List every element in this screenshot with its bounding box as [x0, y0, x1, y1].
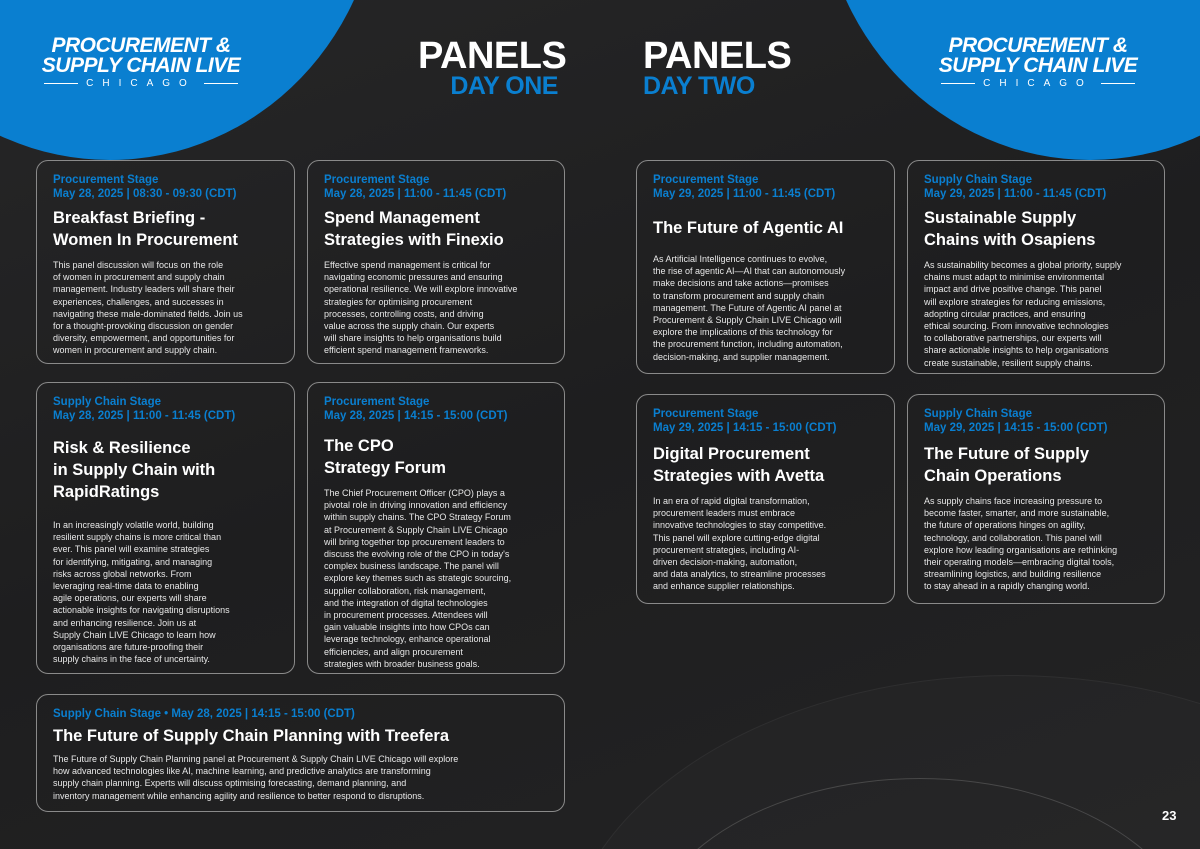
- panel-date: May 29, 2025 | 14:15 - 15:00 (CDT): [924, 422, 1108, 434]
- panel-date: May 29, 2025 | 14:15 - 15:00 (CDT): [653, 422, 837, 434]
- logo-line-2: SUPPLY CHAIN LIVE: [938, 54, 1138, 77]
- panel-date: May 28, 2025 | 14:15 - 15:00 (CDT): [324, 410, 508, 422]
- panel-title: The Future of Supply Chain Planning with Treefera: [53, 727, 450, 745]
- logo-line-1: PROCUREMENT &: [51, 34, 231, 57]
- heading-subtitle: DAY ONE: [450, 72, 558, 100]
- panel-stage: Procurement Stage: [324, 174, 430, 186]
- heading-day-one: [418, 35, 567, 100]
- panel-stage: Supply Chain Stage: [924, 408, 1032, 420]
- logo-line-1: PROCUREMENT &: [948, 34, 1128, 57]
- panel-description: Effective spend management is critical for navigating economic pressures and ensuring operational resilience. We will explore innovative strategies for optimising procurement processes, controlling costs, and driving value across the supply chain. Our experts will share insights to help organisations build efficient spend management frameworks.: [324, 260, 518, 356]
- panel-title: Digital Procurement Strategies with Avetta: [653, 445, 825, 485]
- panel-stage: Supply Chain Stage: [924, 174, 1032, 186]
- panel-date: May 29, 2025 | 11:00 - 11:45 (CDT): [924, 188, 1107, 200]
- panel-title: The Future of Agentic AI: [653, 219, 844, 237]
- panel-stage: Procurement Stage: [653, 174, 759, 186]
- heading-day-two: [643, 35, 792, 100]
- panel-title: Breakfast Briefing - Women In Procurement: [53, 209, 238, 249]
- panel-description: In an increasingly volatile world, building resilient supply chains is more critical than ever. This panel will examine strategies for identifying, mitigating, and managing risks across global networks. From leveraging real-time data to enabling agile operations, our experts will share actionable insights for navigating disruptions and enhancing resilience. Join us at Supply Chain LIVE Chicago to learn how organisations are future-proofing their supply chains in the face of uncertainty.: [53, 520, 230, 665]
- panel-date: May 28, 2025 | 08:30 - 09:30 (CDT): [53, 188, 237, 200]
- panel-card: [36, 382, 295, 674]
- panel-date: May 28, 2025 | 11:00 - 11:45 (CDT): [324, 188, 507, 200]
- panel-title: Spend Management Strategies with Finexio: [324, 209, 504, 249]
- panel-description: The Chief Procurement Officer (CPO) plays a pivotal role in driving innovation and efficiency within supply chains. The CPO Strategy Forum at Procurement & Supply Chain LIVE Chicago will bring together top procurement leaders to discuss the evolving role of the CPO in today's complex business landscape. The panel will explore key themes such as strategic sourcing, supplier collaboration, risk management, and the integration of digital technologies in procurement processes. Attendees will gain valuable insights into how CPOs can leverage technology, enhance operational efficiencies, and align procurement strategies with broader business goals.: [324, 488, 512, 669]
- logo-city: CHICAGO: [86, 78, 196, 89]
- panel-title: Sustainable Supply Chains with Osapiens: [924, 209, 1096, 249]
- panel-title: The Future of Supply Chain Operations: [924, 445, 1089, 485]
- panel-card: [636, 160, 895, 374]
- panel-stage-date: Supply Chain Stage • May 28, 2025 | 14:15 - 15:00 (CDT): [53, 708, 355, 720]
- panel-card: [907, 394, 1165, 604]
- panel-date: May 29, 2025 | 11:00 - 11:45 (CDT): [653, 188, 836, 200]
- panel-description: In an era of rapid digital transformation, procurement leaders must embrace innovative technologies to stay competitive. This panel will explore cutting-edge digital procurement strategies, including AI- driven decision-making, automation, and data analytics, to streamline processes and enhance supplier relationships.: [653, 496, 827, 592]
- page-number: 23: [1162, 808, 1177, 823]
- panel-description: As sustainability becomes a global priority, supply chains must adapt to minimise environmental impact and drive positive change. This panel will explore strategies for reducing emissions, adopting circular practices, and ensuring ethical sourcing. From innovative technologies to collaborative partnerships, our experts will share actionable insights to help organisations create sustainable, resilient supply chains.: [924, 260, 1122, 368]
- heading-title: PANELS: [418, 35, 567, 77]
- logo-city: CHICAGO: [983, 78, 1093, 89]
- heading-title: PANELS: [643, 35, 792, 77]
- event-logo-left: [26, 36, 256, 89]
- panel-description: This panel discussion will focus on the role of women in procurement and supply chain management. Industry leaders will share their experiences, challenges, and successes in navigating these male-dominated fields. Join us for a thought-provoking discussion on gender diversity, empowerment, and opportunities for women in procurement and supply chain.: [53, 260, 243, 356]
- panel-stage: Procurement Stage: [324, 396, 430, 408]
- panel-card: [307, 382, 565, 674]
- panel-description: As supply chains face increasing pressure to become faster, smarter, and more sustainable, the future of operations hinges on agility, technology, and collaboration. This panel will explore how leading organisations are rethinking their operating models—embracing digital tools, streamlining logistics, and building resilience to stay ahead in a rapidly changing world.: [924, 496, 1118, 592]
- logo-line-2: SUPPLY CHAIN LIVE: [41, 54, 241, 77]
- panel-card: [907, 160, 1165, 374]
- panel-card: [307, 160, 565, 364]
- panel-stage: Procurement Stage: [653, 408, 759, 420]
- panel-stage: Procurement Stage: [53, 174, 159, 186]
- panel-card-wide: [36, 694, 565, 812]
- panel-description: The Future of Supply Chain Planning panel at Procurement & Supply Chain LIVE Chicago will explore how advanced technologies like AI, machine learning, and predictive analytics are transforming supply chain planning. Experts will discuss optimising forecasting, demand planning, and inventory management while enhancing agility and resilience to better respond to disruptions.: [53, 754, 459, 801]
- panel-title: The CPO Strategy Forum: [324, 437, 446, 477]
- panel-title: Risk & Resilience in Supply Chain with RapidRatings: [53, 439, 216, 501]
- heading-subtitle: DAY TWO: [643, 72, 755, 100]
- panel-card: [36, 160, 295, 364]
- panel-description: As Artificial Intelligence continues to evolve, the rise of agentic AI—AI that can autonomously make decisions and take actions—promises to transform procurement and supply chain management. The Future of Agentic AI panel at Procurement & Supply Chain LIVE Chicago will explore the implications of this technology for the procurement function, including automation, decision-making, and supplier management.: [653, 254, 846, 362]
- panel-date: May 28, 2025 | 11:00 - 11:45 (CDT): [53, 410, 236, 422]
- event-logo-right: [923, 36, 1153, 89]
- panel-stage: Supply Chain Stage: [53, 396, 161, 408]
- panel-card: [636, 394, 895, 604]
